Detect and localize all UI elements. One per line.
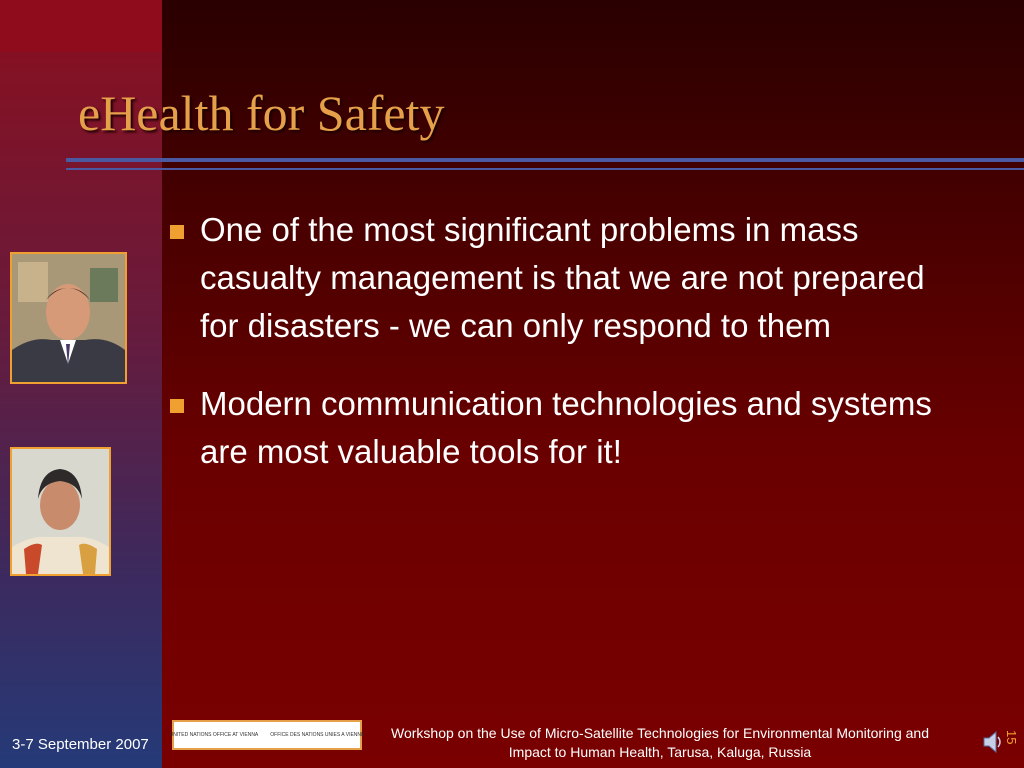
- logo-left-text: UNITED NATIONS OFFICE AT VIENNA: [169, 732, 259, 738]
- woman-portrait-photo: [10, 447, 111, 576]
- bullet-text: One of the most significant problems in mass casualty management is that we are not prepared for disasters - we can only respond to them: [200, 211, 925, 344]
- sidebar-top-block: [0, 0, 162, 52]
- bullet-list: [170, 206, 960, 476]
- bullet-square-icon: [170, 225, 184, 239]
- logo-right-text: OFFICE DES NATIONS UNIES A VIENNE: [270, 732, 365, 738]
- bullet-text: Modern communication technologies and systems are most valuable tools for it!: [200, 385, 932, 470]
- bullet-square-icon: [170, 399, 184, 413]
- slide-title: eHealth for Safety: [78, 85, 445, 141]
- un-vienna-logo: [169, 720, 365, 750]
- title-rule-thin: [66, 168, 1024, 170]
- page-number: 15: [1004, 730, 1019, 745]
- bullet-item: [170, 380, 960, 476]
- title-rule-thick: [66, 158, 1024, 162]
- man-portrait-photo: [10, 252, 127, 384]
- bullet-item: [170, 206, 960, 350]
- footer-workshop-text: Workshop on the Use of Micro-Satellite Technologies for Environmental Monitoring and Impact to Human Health, Tarusa, Kaluga, Russia: [391, 725, 929, 760]
- footer-date: 3-7 September 2007: [12, 736, 149, 753]
- speaker-icon[interactable]: [982, 728, 1004, 756]
